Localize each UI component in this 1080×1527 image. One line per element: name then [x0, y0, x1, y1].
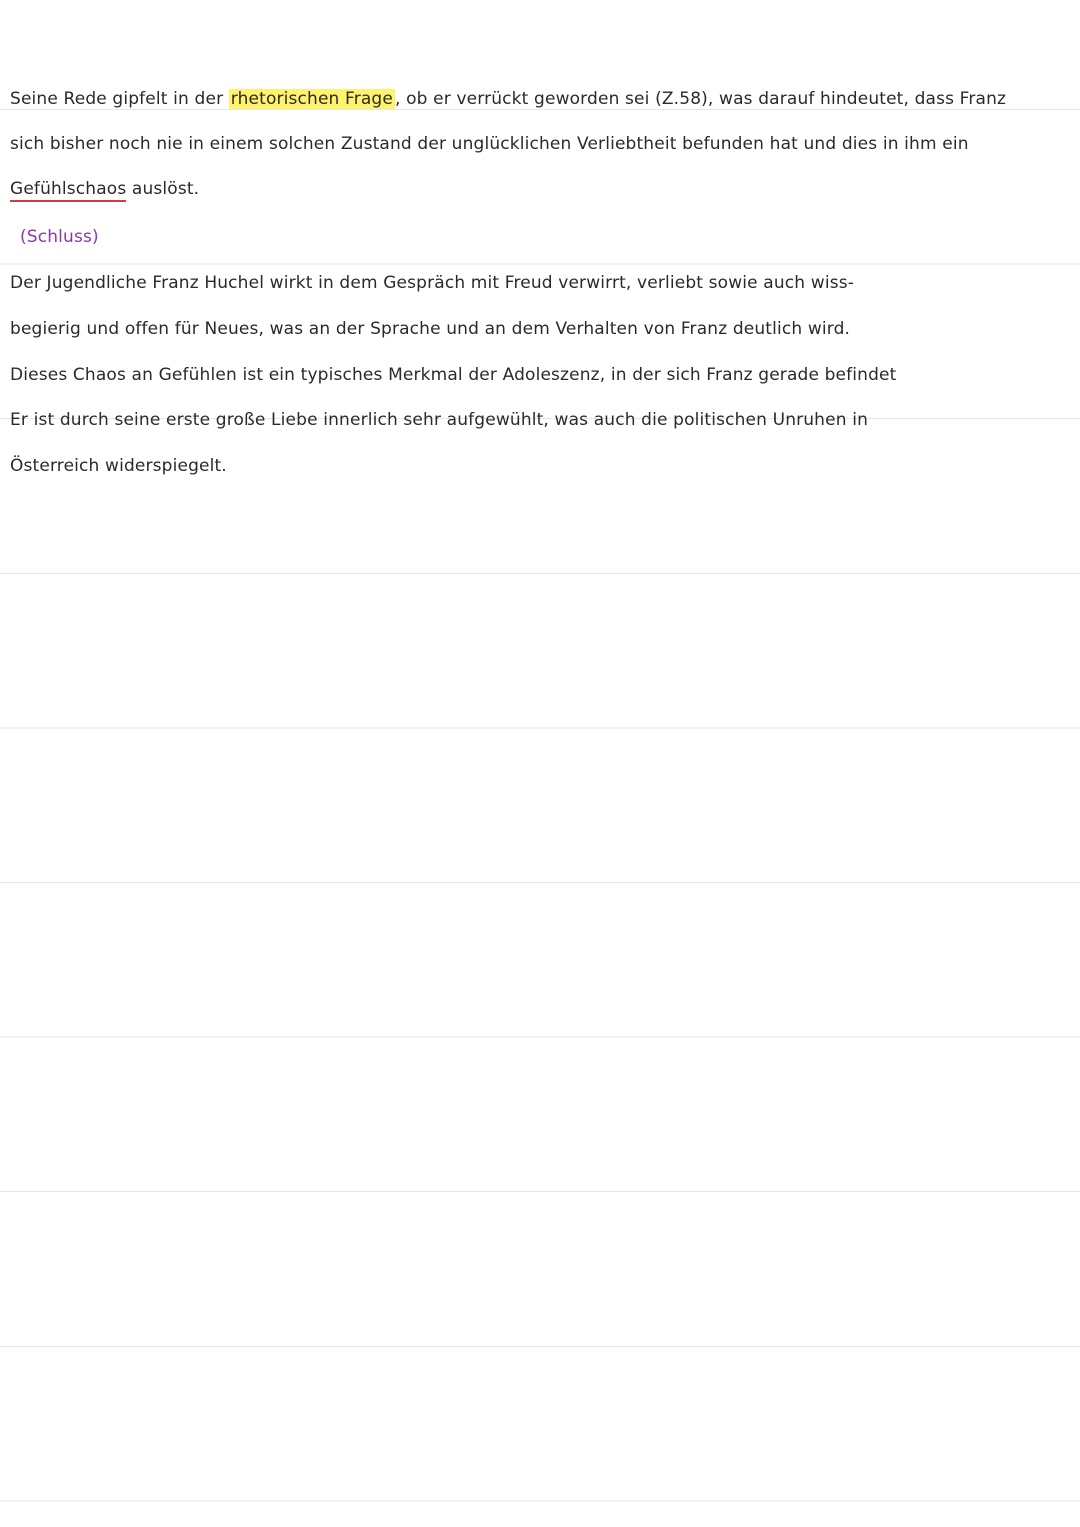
text-line-8: Er ist durch seine erste große Liebe innerlich sehr aufgewühlt, was auch die politischen Unruhen in: [10, 410, 868, 430]
line-3-suffix: auslöst.: [126, 179, 200, 199]
text-line-5: Der Jugendliche Franz Huchel wirkt in dem Gespräch mit Freud verwirrt, verliebt sowie auch wiss-: [10, 273, 854, 293]
highlighted-phrase: rhetorischen Frage: [230, 89, 393, 109]
underlined-word: Gefühlschaos: [10, 179, 126, 202]
line-1-prefix: Seine Rede gipfelt in der: [10, 89, 229, 109]
text-line-7: Dieses Chaos an Gefühlen ist ein typisches Merkmal der Adoleszenz, in der sich Franz gerade befindet: [10, 365, 897, 385]
section-heading: (Schluss): [20, 227, 99, 247]
text-line-9: Österreich widerspiegelt.: [10, 456, 227, 476]
text-line-1: [10, 88, 1070, 110]
text-line-2: sich bisher noch nie in einem solchen Zustand der unglücklichen Verliebtheit befunden hat und dies in ihm ein: [10, 134, 969, 154]
text-line-6: begierig und offen für Neues, was an der Sprache und an dem Verhalten von Franz deutlich wird.: [10, 319, 851, 339]
text-line-3: [10, 178, 1070, 200]
line-1-suffix: , ob er verrückt geworden sei (Z.58), was darauf hindeutet, dass Franz: [394, 89, 1007, 109]
